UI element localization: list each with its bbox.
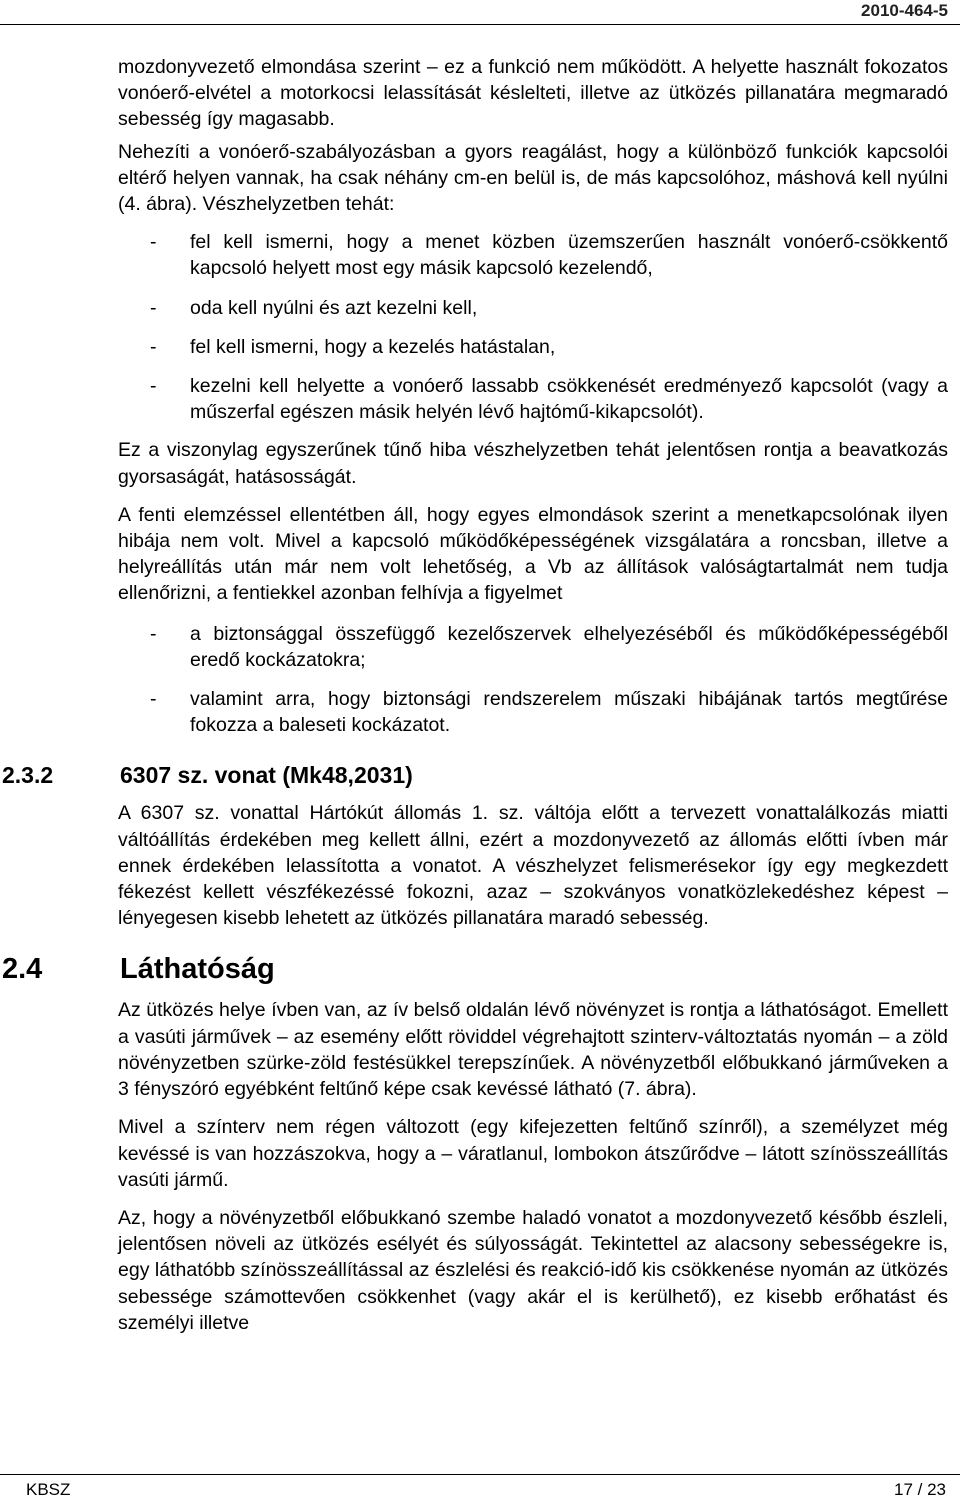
risk-attention-list <box>118 621 948 739</box>
section-heading-2-4 <box>2 951 948 987</box>
paragraph-7: Mivel a színterv nem régen változott (egy kifejezetten feltűnő színről), a személyzet még kevéssé is van hozzászokva, hogy a – váratlanul, lombokon átszűrődve – látott színösszeállítás vasúti jármű. <box>118 1116 948 1191</box>
dash-bullet: - <box>150 335 157 358</box>
list-item <box>118 686 948 738</box>
paragraph-1: mozdonyvezető elmondása szerint – ez a funkció nem működött. A helyette használt fokozatos vonóerő-elvétel a motorkocsi lelassítását késlelteti, illetve az ütközés pillanatára megmaradó sebesség így magasabb. <box>118 56 948 131</box>
paragraph-8: Az, hogy a növényzetből előbukkanó szembe haladó vonatot a mozdonyvezető később észleli, jelentősen növeli az ütközés esélyét és súlyosságát. Tekintettel az alacsony sebességekre is, egy láthatóbb színösszeállítással az észlelési és reakció-idő kis csökkenése nyomán az ütközés sebessége számottevően csökkenhet (vagy akár el is kerülhető), ez kisebb erőhatást és személyi illetve <box>118 1206 948 1334</box>
footer-divider <box>0 1474 960 1475</box>
list-item <box>118 334 948 360</box>
footer-organization: KBSZ <box>26 1480 71 1499</box>
list-item-text: valamint arra, hogy biztonsági rendszerelem műszaki hibájának tartós megtűrése fokozza a baleseti kockázatot. <box>190 688 948 737</box>
paragraph-3: Ez a viszonylag egyszerűnek tűnő hiba vészhelyzetben tehát jelentősen rontja a beavatkozás gyorsaságát, hatásosságát. <box>118 439 948 488</box>
paragraph-5: A 6307 sz. vonattal Hártókút állomás 1. sz. váltója előtt a tervezett vonattalálkozás miatti váltóállítás érdekében meg kellett állni, ezért a mozdonyvezető az állomás előtti ívben már ennek érdekében lelassította a vonatot. A vészhelyzet felismerésekor így egy megkezdett fékezést kellett vészfékezéssé fokozni, azaz – szokványos vonatközlekedéshez képest – lényegesen kisebb lehetett az ütközés pillanatára maradó sebesség. <box>118 802 948 930</box>
emergency-steps-list <box>118 229 948 425</box>
list-item <box>118 621 948 673</box>
section-title: 6307 sz. vonat (Mk48,2031) <box>120 762 413 789</box>
page-body <box>2 54 948 1348</box>
paragraph-4: A fenti elemzéssel ellentétben áll, hogy egyes elmondások szerint a menetkapcsolónak ilyen hibája nem volt. Mivel a kapcsoló működőképességének vizsgálatára a roncsban, illetve a helyreállítás után már nem volt lehetőség, a Vb az állítások valóságtartalmát nem tudja ellenőrizni, a fentiekkel azonban felhívja a figyelmet <box>118 503 948 605</box>
paragraph-2: Nehezíti a vonóerő-szabályozásban a gyors reagálást, hogy a különböző funkciók kapcsolói eltérő helyen vannak, ha csak néhány cm-en belül is, de más kapcsolóhoz, máshová kell nyúlni (4. ábra). Vészhelyzetben tehát: <box>118 140 948 216</box>
paragraph-6: Az ütközés helye ívben van, az ív belső oldalán lévő növényzet is rontja a láthatóságot. Emellett a vasúti járművek – az esemény előtt röviddel végrehajtott szinterv-változtatás nyomán – a zöld növényzetben szürke-zöld festésükkel terepszínűek. A növényzetből előbukkanó járműveken a 3 fényszóró egyébként feltűnő képe csak kevéssé látható (7. ábra). <box>118 999 948 1101</box>
list-item-text: oda kell nyúlni és azt kezelni kell, <box>190 296 478 319</box>
list-item <box>118 373 948 425</box>
list-item-text: fel kell ismerni, hogy a menet közben üzemszerűen használt vonóerő-csökkentő kapcsoló helyett most egy másik kapcsoló kezelendő, <box>190 231 948 280</box>
section-number: 2.4 <box>2 953 43 986</box>
dash-bullet: - <box>150 375 157 398</box>
list-item-text: a biztonsággal összefüggő kezelőszervek elhelyezéséből és működőképességéből eredő kockázatokra; <box>190 622 948 671</box>
list-item-text: fel kell ismerni, hogy a kezelés hatástalan, <box>190 335 556 358</box>
page-number: 17 / 23 <box>894 1480 946 1499</box>
section-heading-2-3-2 <box>2 760 948 790</box>
section-number: 2.3.2 <box>2 762 54 789</box>
dash-bullet: - <box>150 622 157 645</box>
dash-bullet: - <box>150 688 157 711</box>
list-item-text: kezelni kell helyette a vonóerő lassabb csökkenését eredményező kapcsolót (vagy a műszerfal egészen másik helyén lévő hajtómű-kikapcsolót). <box>190 375 948 424</box>
dash-bullet: - <box>150 296 157 319</box>
header-divider <box>0 24 960 25</box>
document-id: 2010-464-5 <box>861 1 948 20</box>
dash-bullet: - <box>150 231 157 254</box>
list-item <box>118 295 948 321</box>
list-item <box>118 229 948 281</box>
section-title: Láthatóság <box>120 953 275 986</box>
